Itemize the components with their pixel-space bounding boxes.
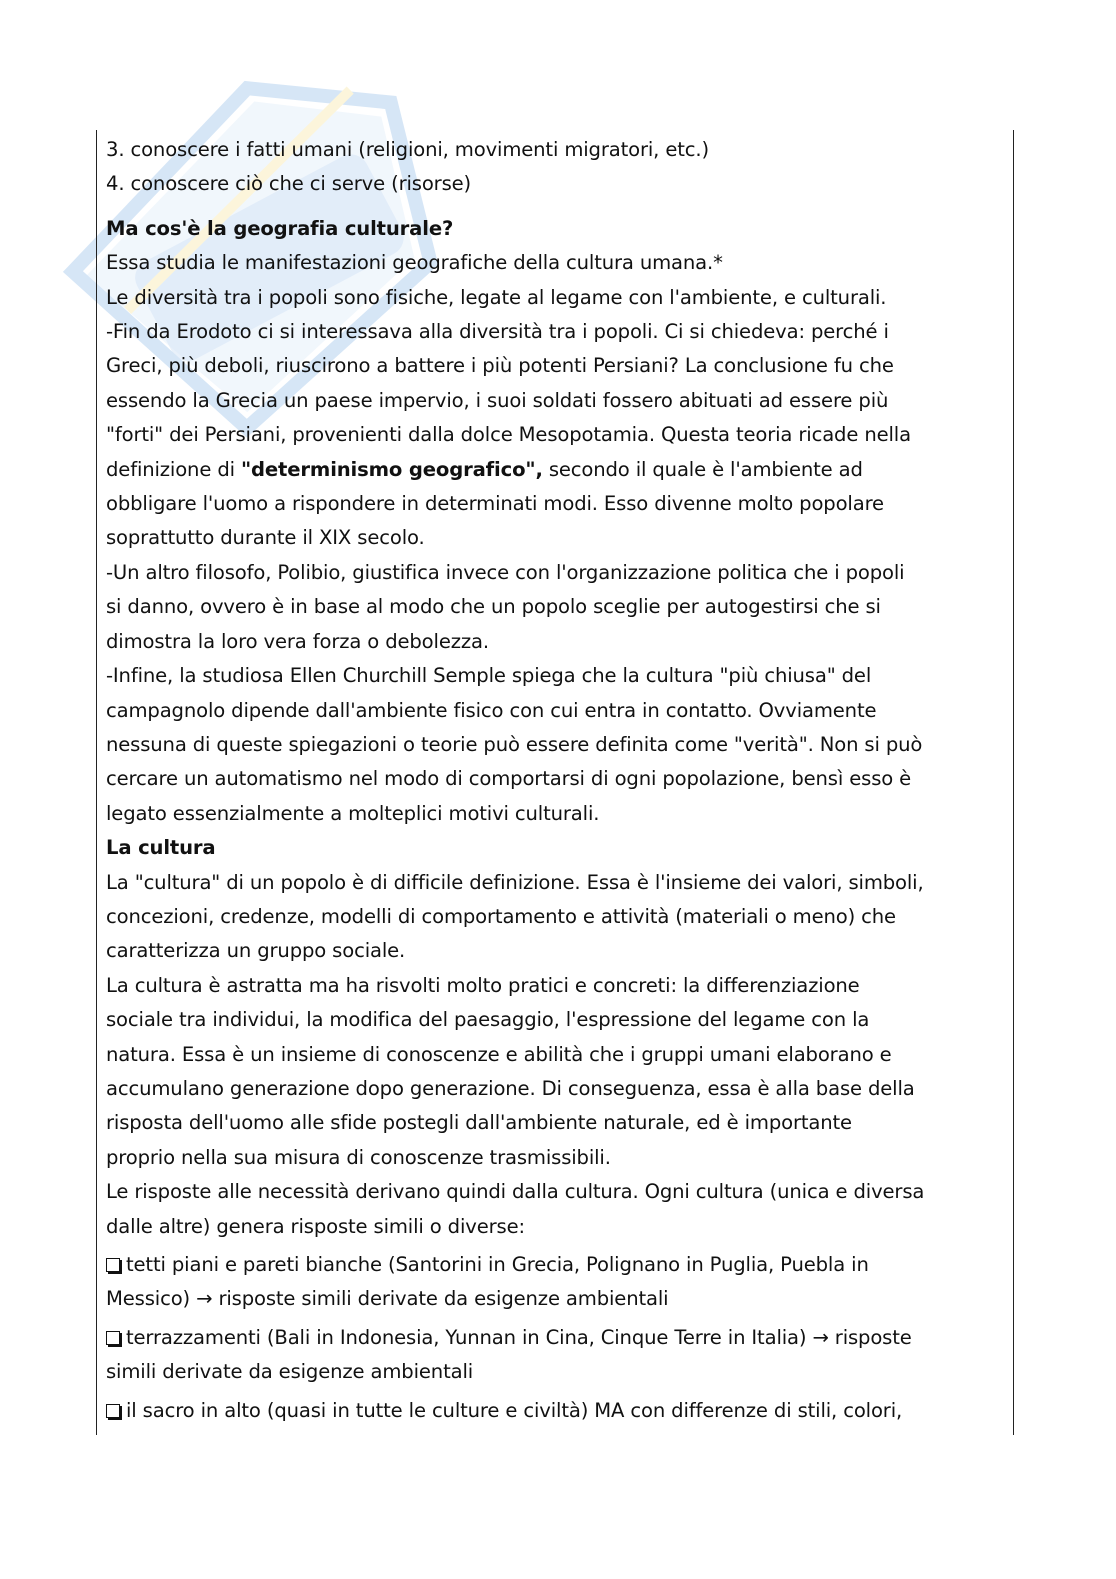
checkbox-bullet-icon: [106, 1331, 120, 1345]
text-line: soprattutto durante il XIX secolo.: [106, 526, 425, 550]
text-line: dimostra la loro vera forza o debolezza.: [106, 629, 489, 653]
bold-term-determinismo: "determinismo geografico",: [240, 457, 543, 481]
text-line: essendo la Grecia un paese impervio, i suoi soldati fossero abituati ad essere più: [106, 388, 889, 412]
text-line: campagnolo dipende dall'ambiente fisico con cui entra in contatto. Ovviamente: [106, 698, 877, 722]
text-line: La "cultura" di un popolo è di difficile definizione. Essa è l'insieme dei valori, simboli,: [106, 870, 924, 894]
text-line: legato essenzialmente a molteplici motivi culturali.: [106, 801, 600, 825]
text-line: Essa studia le manifestazioni geografiche della cultura umana.*: [106, 251, 723, 275]
text-line: natura. Essa è un insieme di conoscenze e abilità che i gruppi umani elaborano e: [106, 1042, 892, 1066]
checkbox-bullet-icon: [106, 1258, 120, 1272]
text-segment: secondo il quale è l'ambiente ad: [542, 457, 863, 481]
text-line: -Infine, la studiosa Ellen Churchill Semple spiega che la cultura "più chiusa" del: [106, 664, 872, 688]
bullet-line-cont: simili derivate da esigenze ambientali: [106, 1360, 474, 1384]
text-line-determinismo: [106, 453, 1006, 487]
text-line: proprio nella sua misura di conoscenze trasmissibili.: [106, 1145, 611, 1169]
text-line: cercare un automatismo nel modo di comportarsi di ogni popolazione, bensì esso è: [106, 767, 912, 791]
text-line: concezioni, credenze, modelli di comportamento e attività (materiali o meno) che: [106, 904, 896, 928]
text-line: risposta dell'uomo alle sfide postegli dall'ambiente naturale, ed è importante: [106, 1111, 852, 1135]
section-heading-geografia-culturale: Ma cos'è la geografia culturale?: [106, 216, 454, 240]
text-line: Greci, più deboli, riuscirono a battere i più potenti Persiani? La conclusione fu che: [106, 354, 894, 378]
text-line: accumulano generazione dopo generazione. Di conseguenza, essa è alla base della: [106, 1076, 915, 1100]
bullet-line: [106, 1321, 1006, 1355]
text-segment: definizione di: [106, 457, 241, 481]
list-item: [106, 1248, 1006, 1317]
text-line: caratterizza un gruppo sociale.: [106, 939, 406, 963]
text-line: -Un altro filosofo, Polibio, giustifica invece con l'organizzazione politica che i popoli: [106, 560, 905, 584]
text-line: "forti" dei Persiani, provenienti dalla dolce Mesopotamia. Questa teoria ricade nella: [106, 423, 911, 447]
list-item: [106, 1394, 1006, 1428]
text-line: sociale tra individui, la modifica del paesaggio, l'espressione del legame con la: [106, 1008, 870, 1032]
bullet-text: terrazzamenti (Bali in Indonesia, Yunnan in Cina, Cinque Terre in Italia) → risposte: [126, 1325, 912, 1349]
document-body: [106, 133, 1006, 1428]
text-line: La cultura è astratta ma ha risvolti molto pratici e concreti: la differenziazione: [106, 973, 860, 997]
text-line: 4. conoscere ciò che ci serve (risorse): [106, 172, 472, 196]
text-line: Le diversità tra i popoli sono fisiche, legate al legame con l'ambiente, e culturali.: [106, 285, 887, 309]
bullet-text: tetti piani e pareti bianche (Santorini in Grecia, Polignano in Puglia, Puebla in: [126, 1253, 869, 1276]
right-margin-rule: [1013, 130, 1014, 1435]
text-line: Le risposte alle necessità derivano quindi dalla cultura. Ogni cultura (unica e diversa: [106, 1180, 925, 1204]
bullet-line: [106, 1394, 1006, 1428]
text-line: si danno, ovvero è in base al modo che un popolo sceglie per autogestirsi che si: [106, 595, 881, 619]
bullet-text: il sacro in alto (quasi in tutte le culture e civiltà) MA con differenze di stili, colori,: [126, 1398, 903, 1422]
text-line: obbligare l'uomo a rispondere in determinati modi. Esso divenne molto popolare: [106, 492, 884, 516]
list-item: [106, 1321, 1006, 1390]
left-margin-rule: [96, 130, 97, 1435]
section-heading-cultura: La cultura: [106, 836, 216, 860]
bullet-line-cont: Messico) → risposte simili derivate da esigenze ambientali: [106, 1287, 669, 1311]
bullet-line: [106, 1248, 1006, 1282]
text-line: 3. conoscere i fatti umani (religioni, movimenti migratori, etc.): [106, 138, 709, 161]
text-line: -Fin da Erodoto ci si interessava alla diversità tra i popoli. Ci si chiedeva: perché i: [106, 320, 889, 344]
text-line: nessuna di queste spiegazioni o teorie può essere definita come "verità". Non si può: [106, 732, 923, 756]
checkbox-bullet-icon: [106, 1404, 120, 1418]
text-line: dalle altre) genera risposte simili o diverse:: [106, 1214, 525, 1238]
